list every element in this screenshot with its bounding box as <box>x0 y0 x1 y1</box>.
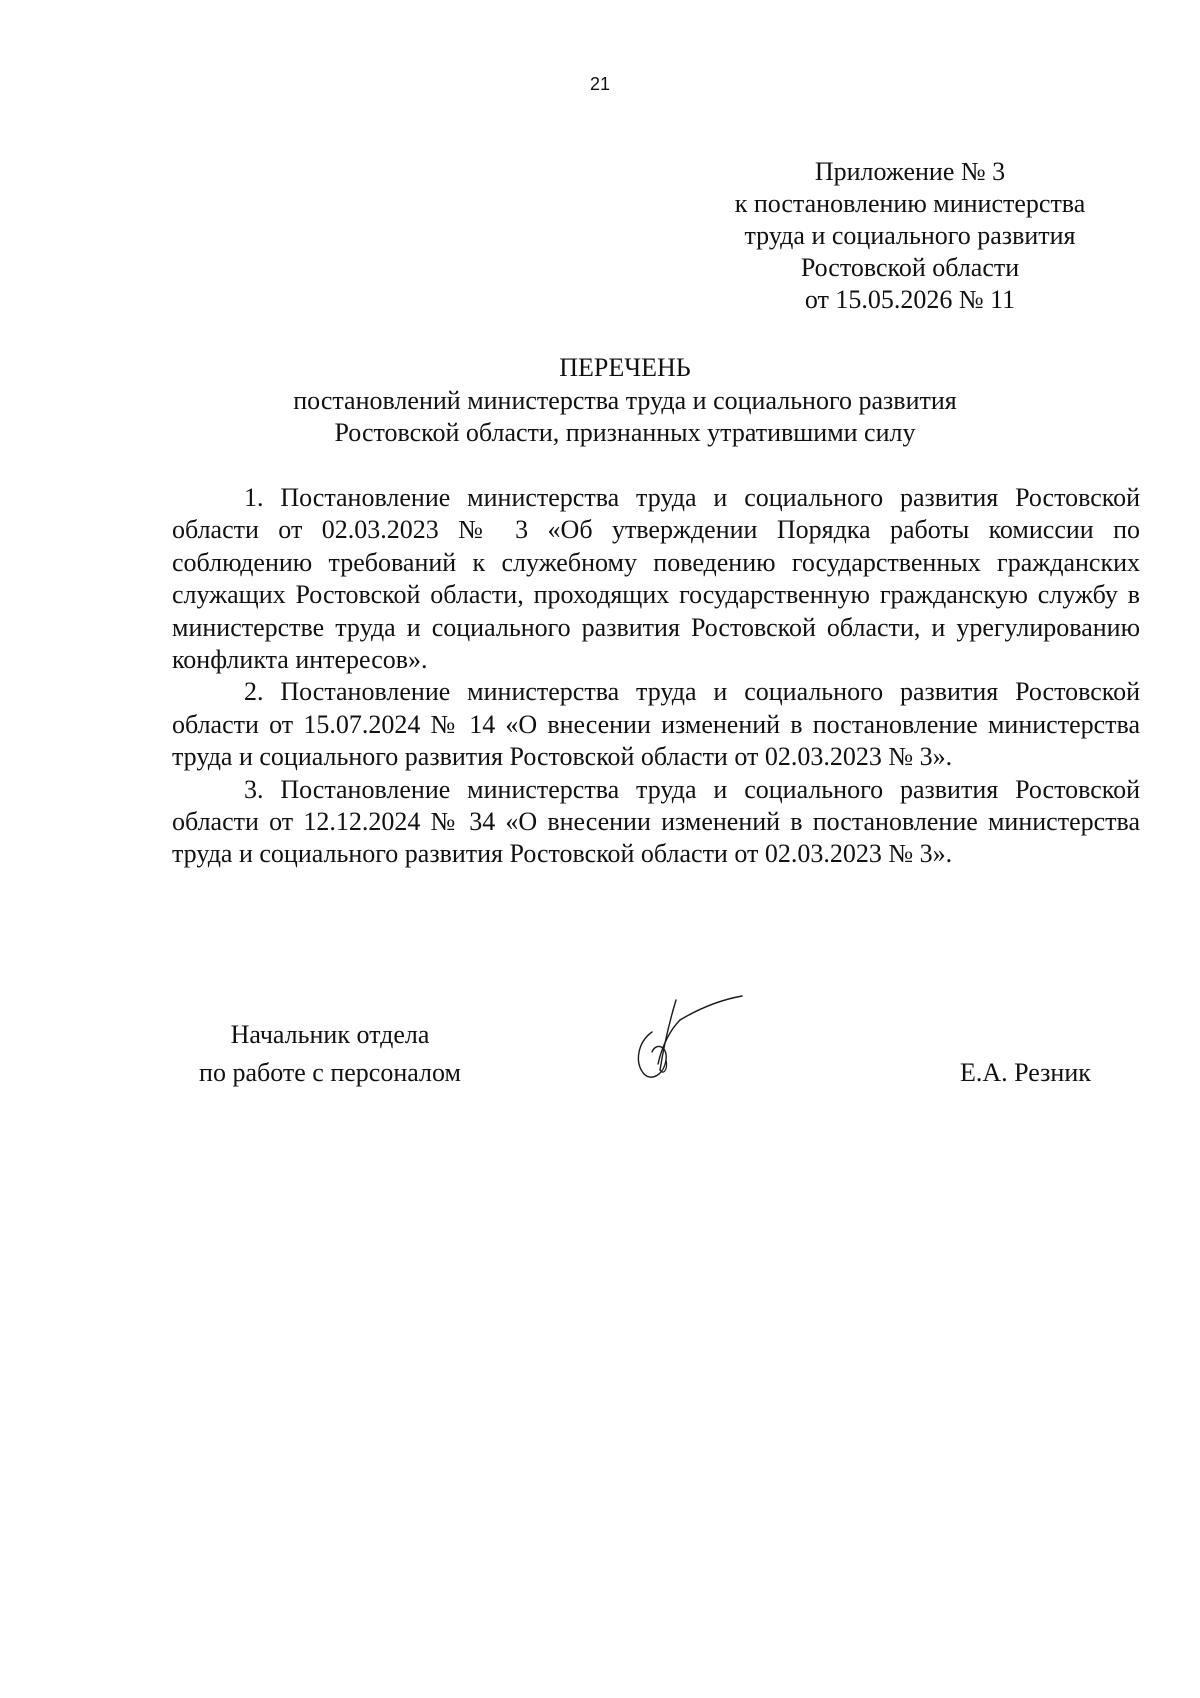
list-item: 3. Постановление министерства труда и социального развития Ростовской области от 12.12.2024 № 34 «О внесении изменений в постановление министерства труда и социального развития Ростовской области от 02.03.2023 № 3». <box>172 774 1140 869</box>
resolutions-list <box>172 482 1140 871</box>
position-line: Начальник отдела <box>230 1020 430 1049</box>
signatory-position <box>170 1016 490 1092</box>
page-number: 21 <box>589 74 611 94</box>
document-title: ПЕРЕЧЕНЬ <box>559 353 691 382</box>
handwritten-signature <box>630 990 770 1090</box>
appendix-line: Ростовской области <box>800 253 1020 282</box>
appendix-line: Приложение № 3 <box>814 157 1006 186</box>
list-item: 1. Постановление министерства труда и социального развития Ростовской области от 02.03.2023 № 3 «Об утверждении Порядка работы комиссии по соблюдению требований к служебному поведению государственных гражданских служащих Ростовской области, проходящих государственную гражданскую службу в министерстве труда и социального развития Ростовской области, и урегулированию конфликта интересов». <box>172 483 1140 675</box>
appendix-line: от 15.05.2026 № 11 <box>804 285 1016 314</box>
document-subtitle <box>0 385 1200 449</box>
appendix-line: к постановлению министерства <box>734 189 1086 218</box>
position-line: по работе с персоналом <box>199 1058 461 1087</box>
list-item: 2. Постановление министерства труда и социального развития Ростовской области от 15.07.2024 № 14 «О внесении изменений в постановление министерства труда и социального развития Ростовской области от 02.03.2023 № 3». <box>172 677 1140 772</box>
appendix-line: труда и социального развития <box>744 221 1076 250</box>
subtitle-line: постановлений министерства труда и социального развития <box>293 386 957 415</box>
appendix-header <box>700 156 1120 316</box>
signatory-name: Е.А. Резник <box>960 1058 1091 1087</box>
subtitle-line: Ростовской области, признанных утратившими силу <box>334 418 916 447</box>
